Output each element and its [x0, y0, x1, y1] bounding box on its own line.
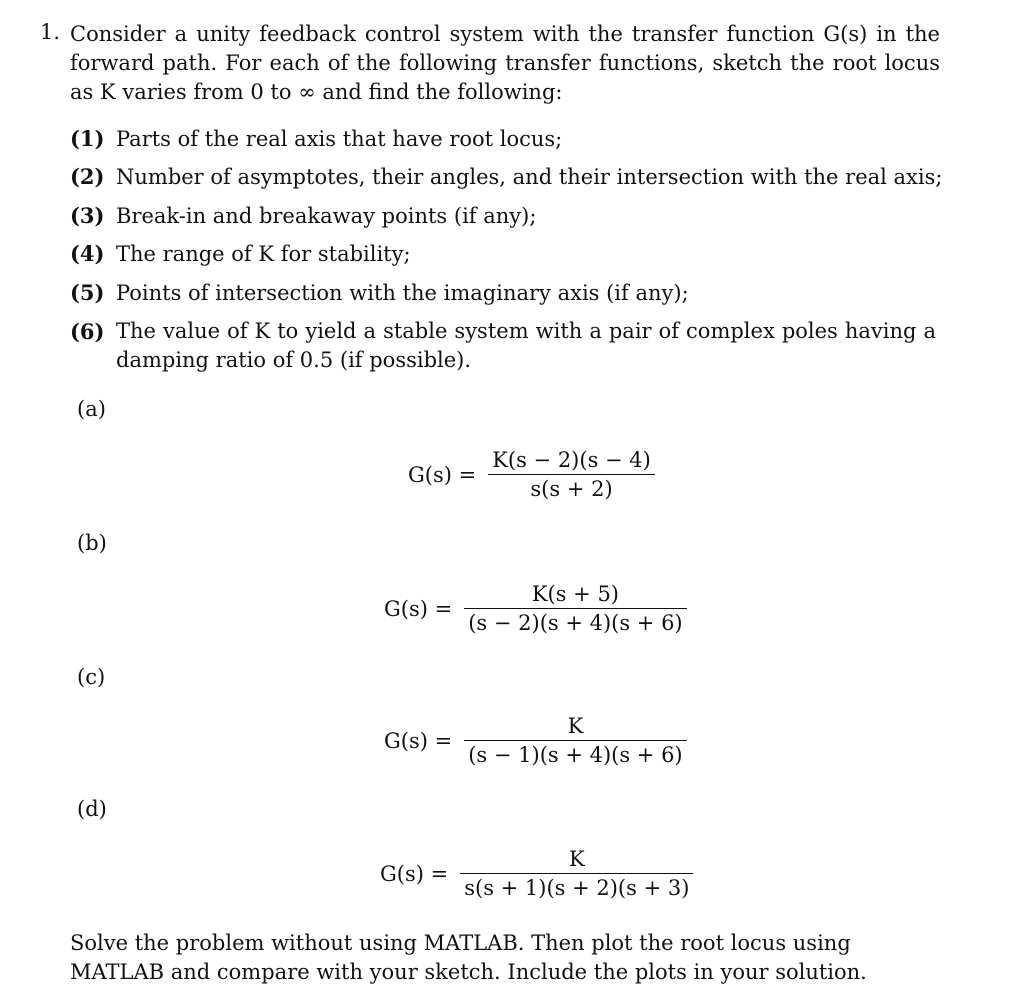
equation-c: [384, 712, 687, 769]
denominator: (s − 2)(s + 4)(s + 6): [468, 611, 683, 636]
task-text: Parts of the real axis that have root locus;: [116, 127, 563, 151]
problem-outro: Solve the problem without using MATLAB. Then plot the root locus using MATLAB and compare with your sketch. Include the plots in your solution.: [70, 931, 867, 984]
problem-number: 1.: [40, 20, 61, 44]
numerator: K(s − 2)(s − 4): [492, 448, 651, 472]
fraction: [464, 712, 686, 769]
fraction: [464, 580, 686, 637]
fraction: [460, 845, 693, 902]
numerator: K: [567, 714, 584, 738]
task-1: [70, 124, 950, 154]
part-d-label: (d): [77, 797, 107, 821]
task-5: [70, 278, 950, 308]
part-c-label: (c): [77, 665, 106, 689]
task-text: Number of asymptotes, their angles, and their intersection with the real axis;: [116, 165, 943, 189]
task-text: The value of K to yield a stable system with a pair of complex poles having a damping ratio of 0.5 (if possible).: [116, 319, 936, 372]
task-6: [70, 317, 950, 375]
denominator: s(s + 1)(s + 2)(s + 3): [464, 876, 690, 901]
equation-lhs: G(s) =: [384, 728, 453, 753]
denominator: s(s + 2): [530, 477, 613, 502]
task-3: [70, 201, 950, 231]
part-a-label: (a): [77, 397, 106, 421]
equation-lhs: G(s) =: [380, 861, 449, 886]
task-number: (5): [70, 280, 105, 305]
task-number: (4): [70, 241, 105, 266]
problem-intro: Consider a unity feedback control system with the transfer function G(s) in the forward path. For each of the following transfer functions, sketch the root locus as K varies from 0 to ∞ and find the following:: [70, 22, 940, 104]
task-text: The range of K for stability;: [116, 242, 411, 266]
equation-lhs: G(s) =: [408, 462, 477, 487]
task-4: [70, 239, 950, 269]
equation-lhs: G(s) =: [384, 596, 453, 621]
task-2: [70, 162, 950, 192]
fraction: [488, 446, 655, 503]
task-number: (3): [70, 203, 105, 228]
equation-a: [408, 446, 655, 503]
task-number: (1): [70, 126, 105, 151]
task-number: (6): [70, 319, 105, 344]
task-text: Points of intersection with the imaginary axis (if any);: [116, 281, 689, 305]
task-number: (2): [70, 164, 105, 189]
equation-d: [380, 845, 693, 902]
task-text: Break-in and breakaway points (if any);: [116, 204, 537, 228]
numerator: K: [568, 847, 585, 871]
numerator: K(s + 5): [531, 582, 620, 606]
part-b-label: (b): [77, 531, 107, 555]
equation-b: [384, 580, 687, 637]
denominator: (s − 1)(s + 4)(s + 6): [468, 743, 683, 768]
